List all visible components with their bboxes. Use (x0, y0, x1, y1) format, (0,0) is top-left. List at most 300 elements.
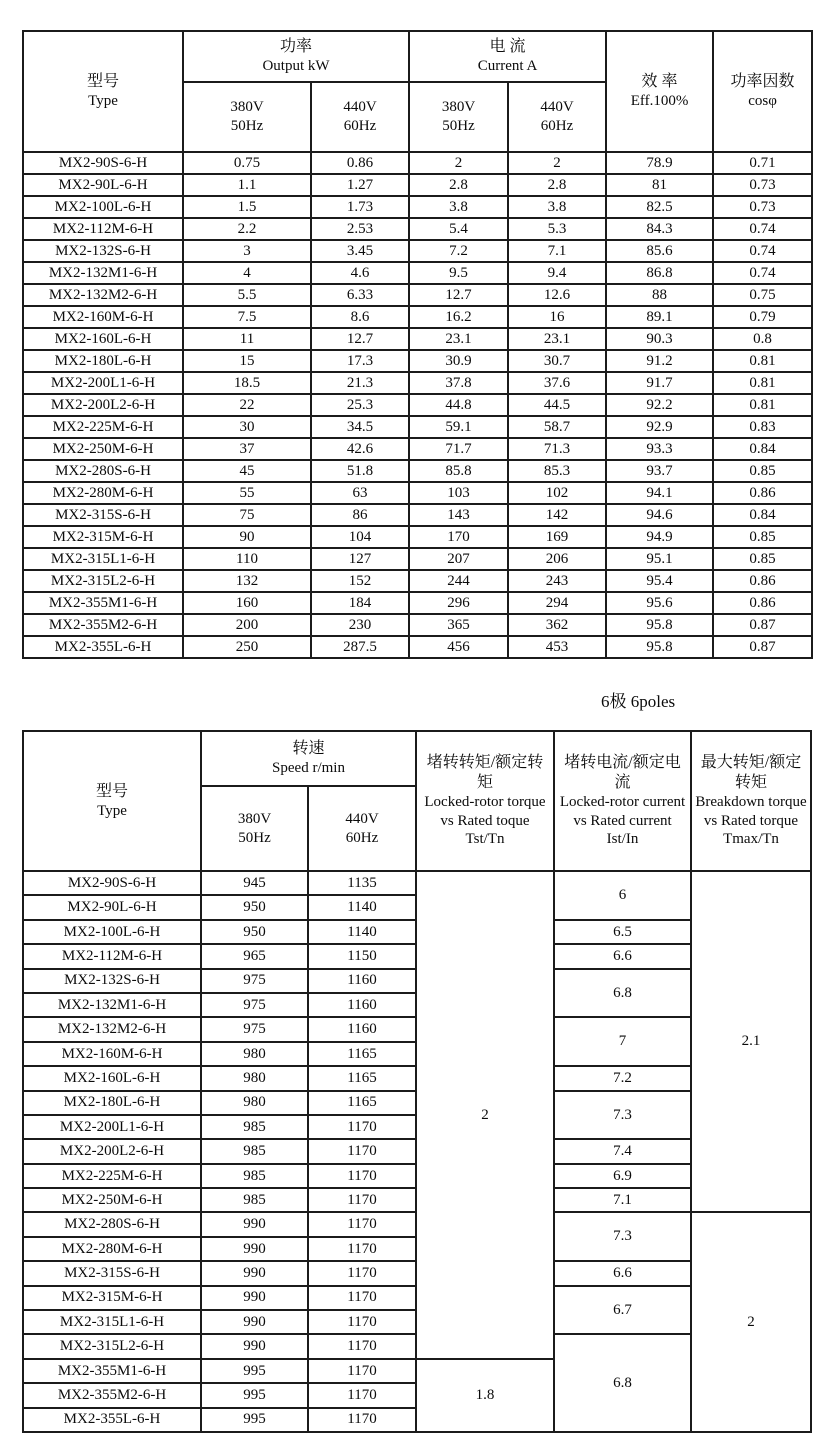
value-cell: 2.53 (311, 218, 409, 240)
speed-440-cell: 1170 (308, 1383, 416, 1407)
speed-440-cell: 1170 (308, 1334, 416, 1358)
value-cell: 18.5 (183, 372, 311, 394)
value-cell: 15 (183, 350, 311, 372)
table-row (23, 262, 812, 284)
value-cell: 244 (409, 570, 508, 592)
model-cell: MX2-280M-6-H (23, 482, 183, 504)
model-cell: MX2-315L2-6-H (23, 570, 183, 592)
header-tst-symbol: Tst/Tn (465, 831, 505, 848)
model-cell: MX2-160M-6-H (23, 1042, 201, 1066)
value-cell: 456 (409, 636, 508, 658)
value-cell: 0.73 (713, 196, 812, 218)
header-output-cn: 功率 (280, 38, 313, 56)
speed-440-cell: 1170 (308, 1237, 416, 1261)
table-row (23, 372, 812, 394)
model-cell: MX2-200L1-6-H (23, 1115, 201, 1139)
value-cell: 63 (311, 482, 409, 504)
value-cell: 44.8 (409, 394, 508, 416)
model-cell: MX2-355M1-6-H (23, 1359, 201, 1383)
model-cell: MX2-280S-6-H (23, 460, 183, 482)
value-cell: 0.86 (713, 482, 812, 504)
value-cell: 365 (409, 614, 508, 636)
value-cell: 71.3 (508, 438, 606, 460)
value-cell: 82.5 (606, 196, 713, 218)
value-cell: 207 (409, 548, 508, 570)
table-row (23, 240, 812, 262)
value-cell: 75 (183, 504, 311, 526)
value-cell: 12.7 (311, 328, 409, 350)
value-cell: 104 (311, 526, 409, 548)
speed-380-cell: 965 (201, 944, 308, 968)
value-cell: 17.3 (311, 350, 409, 372)
model-cell: MX2-112M-6-H (23, 218, 183, 240)
table-row (23, 871, 811, 895)
model-cell: MX2-315L1-6-H (23, 548, 183, 570)
header-current-en: Current A (477, 58, 538, 75)
speed-380-cell: 945 (201, 871, 308, 895)
speed-380-cell: 985 (201, 1164, 308, 1188)
table-row (23, 306, 812, 328)
value-cell: 94.9 (606, 526, 713, 548)
speed-440-cell: 1170 (308, 1115, 416, 1139)
value-cell: 3.8 (508, 196, 606, 218)
model-cell: MX2-355L-6-H (23, 636, 183, 658)
value-cell: 44.5 (508, 394, 606, 416)
value-cell: 95.8 (606, 614, 713, 636)
value-cell: 287.5 (311, 636, 409, 658)
header-type2-cn: 型号 (95, 782, 128, 800)
header-locked-rotor-current (554, 731, 691, 871)
speed-440-cell: 1140 (308, 895, 416, 919)
model-cell: MX2-90S-6-H (23, 871, 201, 895)
header-current-380v (409, 82, 508, 152)
speed-380-cell: 990 (201, 1261, 308, 1285)
header-locked-rotor-torque (416, 731, 554, 871)
value-cell: 103 (409, 482, 508, 504)
header-current (409, 31, 606, 82)
table-row (23, 350, 812, 372)
speed-380-cell: 950 (201, 920, 308, 944)
value-cell: 81 (606, 174, 713, 196)
model-cell: MX2-100L-6-H (23, 920, 201, 944)
value-cell: 1.73 (311, 196, 409, 218)
value-cell: 453 (508, 636, 606, 658)
speed-380-cell: 980 (201, 1066, 308, 1090)
value-cell: 85.3 (508, 460, 606, 482)
frequency-label: 60Hz (540, 118, 574, 134)
value-cell: 5.3 (508, 218, 606, 240)
value-cell: 91.7 (606, 372, 713, 394)
value-cell: 37 (183, 438, 311, 460)
model-cell: MX2-132S-6-H (23, 240, 183, 262)
speed-380-cell: 990 (201, 1334, 308, 1358)
value-cell: 92.9 (606, 416, 713, 438)
ist-ratio-cell: 6.6 (554, 944, 691, 968)
model-cell: MX2-250M-6-H (23, 1188, 201, 1212)
model-cell: MX2-315S-6-H (23, 1261, 201, 1285)
value-cell: 0.73 (713, 174, 812, 196)
voltage-label: 380V (441, 99, 476, 116)
table-row (23, 460, 812, 482)
value-cell: 94.1 (606, 482, 713, 504)
model-cell: MX2-355M2-6-H (23, 614, 183, 636)
value-cell: 8.6 (311, 306, 409, 328)
header-power-factor-cn: 功率因数 (730, 73, 795, 91)
value-cell: 88 (606, 284, 713, 306)
value-cell: 362 (508, 614, 606, 636)
value-cell: 200 (183, 614, 311, 636)
model-cell: MX2-315M-6-H (23, 1286, 201, 1310)
model-cell: MX2-200L2-6-H (23, 1139, 201, 1163)
model-cell: MX2-315M-6-H (23, 526, 183, 548)
model-cell: MX2-90L-6-H (23, 895, 201, 919)
speed-380-cell: 990 (201, 1237, 308, 1261)
value-cell: 93.3 (606, 438, 713, 460)
value-cell: 95.4 (606, 570, 713, 592)
table-row (23, 636, 812, 658)
value-cell: 0.81 (713, 394, 812, 416)
speed-380-cell: 990 (201, 1286, 308, 1310)
speed-440-cell: 1160 (308, 1017, 416, 1041)
value-cell: 22 (183, 394, 311, 416)
model-cell: MX2-132S-6-H (23, 969, 201, 993)
value-cell: 92.2 (606, 394, 713, 416)
model-cell: MX2-132M1-6-H (23, 993, 201, 1017)
value-cell: 45 (183, 460, 311, 482)
speed-440-cell: 1170 (308, 1139, 416, 1163)
value-cell: 93.7 (606, 460, 713, 482)
value-cell: 0.8 (713, 328, 812, 350)
speed-440-cell: 1170 (308, 1188, 416, 1212)
header-tmax-en: Breakdown torque vs Rated torque (695, 793, 807, 829)
value-cell: 0.71 (713, 152, 812, 174)
header-tmax-symbol: Tmax/Tn (723, 831, 779, 848)
value-cell: 102 (508, 482, 606, 504)
model-cell: MX2-180L-6-H (23, 350, 183, 372)
speed-440-cell: 1165 (308, 1066, 416, 1090)
value-cell: 12.7 (409, 284, 508, 306)
speed-380-cell: 975 (201, 1017, 308, 1041)
model-cell: MX2-160L-6-H (23, 328, 183, 350)
voltage-label: 440V (540, 99, 574, 116)
voltage-label: 380V (237, 810, 272, 827)
header-type2-en: Type (97, 802, 127, 819)
header-speed-380v (201, 786, 308, 871)
value-cell: 2 (508, 152, 606, 174)
voltage-label: 440V (343, 99, 377, 116)
model-cell: MX2-200L1-6-H (23, 372, 183, 394)
value-cell: 23.1 (508, 328, 606, 350)
value-cell: 243 (508, 570, 606, 592)
model-cell: MX2-315S-6-H (23, 504, 183, 526)
table-row (23, 592, 812, 614)
value-cell: 1.5 (183, 196, 311, 218)
value-cell: 34.5 (311, 416, 409, 438)
value-cell: 25.3 (311, 394, 409, 416)
value-cell: 21.3 (311, 372, 409, 394)
value-cell: 3.8 (409, 196, 508, 218)
value-cell: 0.85 (713, 548, 812, 570)
value-cell: 0.87 (713, 614, 812, 636)
value-cell: 7.5 (183, 306, 311, 328)
value-cell: 0.84 (713, 504, 812, 526)
table-row (23, 152, 812, 174)
speed-440-cell: 1170 (308, 1286, 416, 1310)
value-cell: 127 (311, 548, 409, 570)
speed-380-cell: 985 (201, 1139, 308, 1163)
value-cell: 169 (508, 526, 606, 548)
value-cell: 4 (183, 262, 311, 284)
value-cell: 85.8 (409, 460, 508, 482)
value-cell: 51.8 (311, 460, 409, 482)
ist-ratio-cell: 6.5 (554, 920, 691, 944)
speed-380-cell: 995 (201, 1383, 308, 1407)
frequency-label: 60Hz (345, 829, 379, 846)
speed-440-cell: 1165 (308, 1091, 416, 1115)
value-cell: 37.6 (508, 372, 606, 394)
ist-ratio-cell: 7.4 (554, 1139, 691, 1163)
speed-440-cell: 1140 (308, 920, 416, 944)
frequency-label: 50Hz (230, 118, 264, 134)
value-cell: 142 (508, 504, 606, 526)
table-row (23, 504, 812, 526)
ist-ratio-cell: 7 (554, 1017, 691, 1066)
header-tmax-cn: 最大转矩/额定转矩 (700, 753, 802, 791)
frequency-label: 50Hz (238, 829, 271, 846)
value-cell: 0.81 (713, 350, 812, 372)
table-row (23, 482, 812, 504)
header-type-en: Type (88, 93, 118, 110)
value-cell: 30.7 (508, 350, 606, 372)
header-efficiency-en: Eff.100% (630, 93, 689, 110)
value-cell: 0.74 (713, 218, 812, 240)
header-speed-cn: 转速 (292, 740, 325, 758)
header-speed (201, 731, 416, 786)
value-cell: 84.3 (606, 218, 713, 240)
frequency-label: 60Hz (343, 118, 377, 134)
ist-ratio-cell: 7.2 (554, 1066, 691, 1090)
model-cell: MX2-280M-6-H (23, 1237, 201, 1261)
value-cell: 71.7 (409, 438, 508, 460)
table-row (23, 218, 812, 240)
table-row (23, 416, 812, 438)
value-cell: 1.27 (311, 174, 409, 196)
header-tst-cn: 堵转转矩/额定转矩 (426, 753, 544, 791)
speed-440-cell: 1170 (308, 1164, 416, 1188)
model-cell: MX2-355M1-6-H (23, 592, 183, 614)
ist-ratio-cell: 6.6 (554, 1261, 691, 1285)
value-cell: 91.2 (606, 350, 713, 372)
value-cell: 1.1 (183, 174, 311, 196)
model-cell: MX2-315L2-6-H (23, 1334, 201, 1358)
speed-380-cell: 990 (201, 1212, 308, 1236)
ist-ratio-cell: 6.7 (554, 1286, 691, 1335)
value-cell: 5.5 (183, 284, 311, 306)
value-cell: 2.8 (508, 174, 606, 196)
speed-440-cell: 1160 (308, 993, 416, 1017)
speed-380-cell: 985 (201, 1188, 308, 1212)
value-cell: 6.33 (311, 284, 409, 306)
value-cell: 184 (311, 592, 409, 614)
value-cell: 0.75 (183, 152, 311, 174)
speed-380-cell: 975 (201, 993, 308, 1017)
value-cell: 16.2 (409, 306, 508, 328)
ist-ratio-cell: 7.1 (554, 1188, 691, 1212)
model-cell: MX2-100L-6-H (23, 196, 183, 218)
ist-ratio-cell: 6.9 (554, 1164, 691, 1188)
speed-380-cell: 995 (201, 1359, 308, 1383)
table-row (23, 614, 812, 636)
header-type2 (23, 731, 201, 871)
speed-380-cell: 985 (201, 1115, 308, 1139)
value-cell: 3 (183, 240, 311, 262)
value-cell: 85.6 (606, 240, 713, 262)
header-output-440v (311, 82, 409, 152)
value-cell: 86.8 (606, 262, 713, 284)
model-cell: MX2-200L2-6-H (23, 394, 183, 416)
voltage-label: 440V (345, 810, 379, 827)
table-row (23, 328, 812, 350)
tmax-ratio-cell: 2.1 (691, 871, 811, 1212)
value-cell: 7.1 (508, 240, 606, 262)
speed-440-cell: 1170 (308, 1212, 416, 1236)
value-cell: 90 (183, 526, 311, 548)
value-cell: 42.6 (311, 438, 409, 460)
value-cell: 11 (183, 328, 311, 350)
model-cell: MX2-132M2-6-H (23, 284, 183, 306)
model-cell: MX2-160L-6-H (23, 1066, 201, 1090)
header-power-factor-en: cosφ (748, 93, 777, 110)
value-cell: 9.5 (409, 262, 508, 284)
value-cell: 95.8 (606, 636, 713, 658)
value-cell: 206 (508, 548, 606, 570)
header-efficiency (606, 31, 713, 152)
value-cell: 170 (409, 526, 508, 548)
value-cell: 294 (508, 592, 606, 614)
table-row (23, 438, 812, 460)
value-cell: 0.81 (713, 372, 812, 394)
value-cell: 30 (183, 416, 311, 438)
model-cell: MX2-225M-6-H (23, 416, 183, 438)
table-row (23, 284, 812, 306)
model-cell: MX2-355M2-6-H (23, 1383, 201, 1407)
header-ist-en: Locked-rotor current vs Rated current (559, 793, 686, 829)
value-cell: 30.9 (409, 350, 508, 372)
model-cell: MX2-250M-6-H (23, 438, 183, 460)
value-cell: 16 (508, 306, 606, 328)
value-cell: 0.84 (713, 438, 812, 460)
model-cell: MX2-90S-6-H (23, 152, 183, 174)
speed-380-cell: 975 (201, 969, 308, 993)
header-output-en: Output kW (262, 58, 330, 75)
header-type (23, 31, 183, 152)
value-cell: 86 (311, 504, 409, 526)
speed-380-cell: 980 (201, 1042, 308, 1066)
value-cell: 0.86 (311, 152, 409, 174)
header-tst-en: Locked-rotor torque vs Rated toque (424, 793, 546, 829)
value-cell: 3.45 (311, 240, 409, 262)
value-cell: 0.83 (713, 416, 812, 438)
value-cell: 160 (183, 592, 311, 614)
model-cell: MX2-355L-6-H (23, 1408, 201, 1432)
tst-ratio-cell: 1.8 (416, 1359, 554, 1432)
value-cell: 110 (183, 548, 311, 570)
table-row (23, 548, 812, 570)
tst-ratio-cell: 2 (416, 871, 554, 1359)
value-cell: 0.86 (713, 570, 812, 592)
value-cell: 2.8 (409, 174, 508, 196)
table-row (23, 394, 812, 416)
model-cell: MX2-132M1-6-H (23, 262, 183, 284)
speed-440-cell: 1170 (308, 1310, 416, 1334)
table-row (23, 526, 812, 548)
ist-ratio-cell: 6.8 (554, 969, 691, 1018)
voltage-label: 380V (230, 99, 264, 116)
value-cell: 0.85 (713, 526, 812, 548)
value-cell: 78.9 (606, 152, 713, 174)
value-cell: 0.85 (713, 460, 812, 482)
ist-ratio-cell: 6.8 (554, 1334, 691, 1432)
value-cell: 132 (183, 570, 311, 592)
value-cell: 2 (409, 152, 508, 174)
value-cell: 0.87 (713, 636, 812, 658)
power-current-table (22, 30, 813, 659)
model-cell: MX2-112M-6-H (23, 944, 201, 968)
speed-440-cell: 1135 (308, 871, 416, 895)
header-speed-en: Speed r/min (272, 760, 345, 777)
header-breakdown-torque (691, 731, 811, 871)
header-current-cn: 电 流 (489, 38, 526, 56)
value-cell: 90.3 (606, 328, 713, 350)
header-current-440v (508, 82, 606, 152)
value-cell: 59.1 (409, 416, 508, 438)
value-cell: 89.1 (606, 306, 713, 328)
speed-440-cell: 1170 (308, 1261, 416, 1285)
value-cell: 143 (409, 504, 508, 526)
model-cell: MX2-90L-6-H (23, 174, 183, 196)
value-cell: 55 (183, 482, 311, 504)
speed-380-cell: 980 (201, 1091, 308, 1115)
speed-440-cell: 1170 (308, 1408, 416, 1432)
value-cell: 12.6 (508, 284, 606, 306)
table-row (23, 174, 812, 196)
tmax-ratio-cell: 2 (691, 1212, 811, 1432)
header-ist-symbol: Ist/In (606, 831, 639, 848)
frequency-label: 50Hz (442, 118, 475, 134)
header-ist-cn: 堵转电流/额定电流 (564, 753, 681, 791)
value-cell: 296 (409, 592, 508, 614)
value-cell: 7.2 (409, 240, 508, 262)
value-cell: 95.1 (606, 548, 713, 570)
table-row (23, 196, 812, 218)
ist-ratio-cell: 7.3 (554, 1212, 691, 1261)
header-output-380v (183, 82, 311, 152)
value-cell: 2.2 (183, 218, 311, 240)
header-speed-440v (308, 786, 416, 871)
speed-torque-table (22, 730, 812, 1433)
value-cell: 0.75 (713, 284, 812, 306)
value-cell: 37.8 (409, 372, 508, 394)
model-cell: MX2-160M-6-H (23, 306, 183, 328)
value-cell: 9.4 (508, 262, 606, 284)
speed-440-cell: 1160 (308, 969, 416, 993)
header-power-factor (713, 31, 812, 152)
power-table-body (23, 152, 812, 658)
value-cell: 0.86 (713, 592, 812, 614)
value-cell: 94.6 (606, 504, 713, 526)
value-cell: 0.79 (713, 306, 812, 328)
value-cell: 250 (183, 636, 311, 658)
